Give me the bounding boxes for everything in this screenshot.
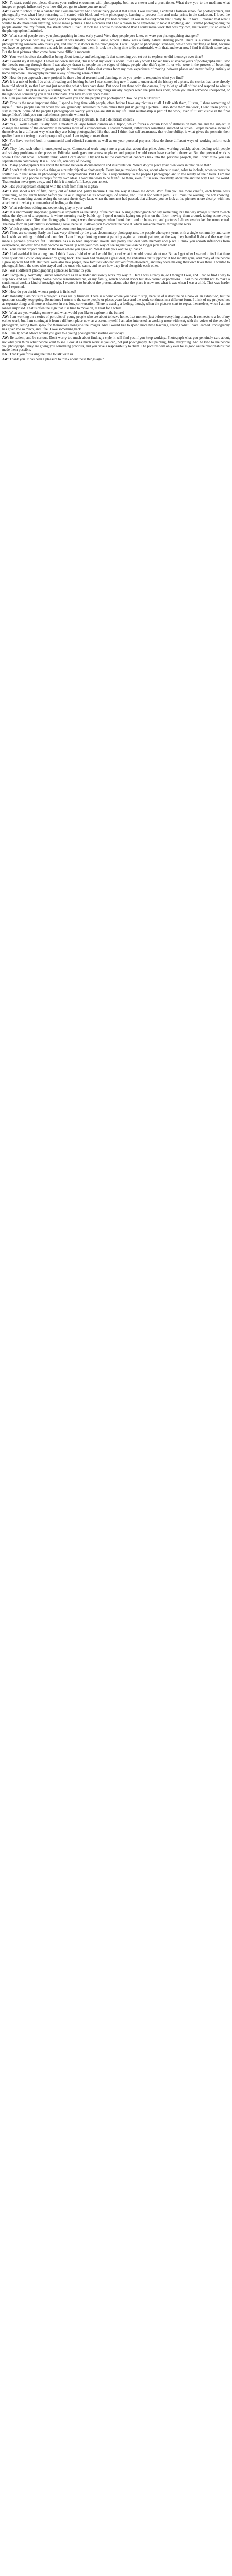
speaker-label: KN:	[2, 76, 9, 80]
paragraph-text: There is a strong sense of stillness in many of your portraits. Is that a deliberate choice?	[9, 118, 134, 122]
paragraph-text: Completely. Normally I arrive somewhere as an outsider and slowly work my way in. Here I was already in, or I thought I was, and I had to find a way to step back and see it freshly. Some people remembered me, or my family, which opened doors but also carried expectations. I had to be careful not to make a sentimental work, a kind of nostalgia trip. I wanted it to be about the present, about what the place is now, not what it was when I was a child. That was harder than I expected.	[2, 273, 230, 289]
speaker-label: KN:	[2, 55, 9, 59]
speaker-label: KN:	[2, 139, 9, 143]
interview-paragraph	[2, 55, 230, 59]
paragraph-text: Your recent project returns to the town where you grew up. What made you want to go back?	[9, 248, 142, 252]
interview-paragraph	[2, 164, 230, 168]
speaker-label: AW:	[2, 59, 9, 63]
paragraph-text: Thank you for taking the time to talk with us.	[9, 353, 74, 357]
interview-paragraph	[2, 190, 230, 206]
paragraph-text: Honestly, I am not sure a project is ever really finished. There is a point where you have to stop, because of a deadline or a book or an exhibition, but the questions usually keep going. Sometimes I return to the same people or places years later and the work continues in a different form. I think of my projects less as separate things and more as chapters in one long conversation. There is usually a feeling, though, when the pictures start to repeat themselves, when I am no longer surprised. That is often the sign that it is time to move on, at least for a while.	[2, 294, 230, 310]
paragraph-text: Yes, I work slowly, usually with a medium or large format camera on a tripod, which forces a certain kind of stillness on both me and the subject. It changes the nature of the encounter. It becomes more of a collaboration, a shared moment, rather than something snatched or stolen. People become aware of themselves in a different way when they are being photographed like that, and I think that self-awareness, that vulnerability, is what gives the portraits their quality. I am not trying to catch people off guard. I am trying to meet them.	[2, 122, 230, 138]
paragraph-text: What are you working on now, and what would you like to explore in the future?	[9, 311, 125, 315]
speaker-label: AW:	[2, 38, 9, 42]
paragraph-text: I would say it emerged. I never sat down and said, this is what my work is about. It was only when I looked back at several years of photographs that I saw the threads running through them. I was always drawn to people on the edges of things, people who didn't quite fit, or who were in the process of becoming something else. Teenagers, migrants, people in transition. I think that comes from my own experience of moving between places and never feeling entirely at home anywhere. Photography became a way of making sense of that.	[2, 59, 230, 75]
interview-paragraph	[2, 139, 230, 147]
speaker-label: KN:	[2, 206, 9, 210]
interview-paragraph	[2, 206, 230, 210]
paragraph-text: I don't think there is such a thing as a purely objective photograph. Every image involves choices, about where to stand, what to include, when to press the shutter. So in that sense all photographs are interpretations. But I do feel a responsibility to the people I photograph and to the reality of their lives. I am not interested in using people as props for my own ideas. I want the work to be faithful to them, even if it is also, inevitably, about me and the way I see the world. That tension never goes away, and I think it shouldn't. It keeps you honest.	[2, 168, 230, 184]
paragraph-text: It is a mix of both. I do a lot of reading and looking before I start something new. I want to understand the history of a place, the stories that have already been told about it, so that I am not just repeating what others have done. But once I am there with the camera, I try to let go of all of that and respond to what is in front of me. The plan is only a starting point. The most interesting things usually happen when the plan falls apart, when you meet someone unexpected, or the light does something you didn't anticipate. You have to stay open to that.	[2, 80, 230, 96]
speaker-label: KN:	[2, 164, 9, 168]
interview-paragraph	[2, 97, 230, 101]
interview-paragraph	[2, 80, 230, 96]
paragraph-text: I am working on a series of portraits of young people who are about to leave home, that moment just before everything changes. It connects to a lot of my earlier work, but I am coming at it from a different place now, as a parent myself. I am also interested in working more with text, with the voices of the people I photograph, letting them speak for themselves alongside the images. And I would like to spend more time teaching, sharing what I have learned. Photography has given me so much, and I feel I owe something back.	[2, 315, 230, 331]
paragraph-text: Time is the most important thing. I spend a long time with people, often before I take any pictures at all. I talk with them, I listen, I share something of myself. I think people can tell when you are genuinely interested in them rather than just in getting a picture. I also show them the work, I send them prints, I stay in touch. Some of the people I photographed twenty years ago are still in my life. That relationship is part of the work, even if it isn't visible in the final image. I don't think you can make honest portraits without it.	[2, 101, 230, 117]
speaker-label: KN:	[2, 34, 9, 38]
paragraph-text: You have worked both in commercial and editorial contexts as well as on your personal projects. How do those different ways of working inform each other?	[2, 139, 230, 147]
interview-paragraph	[2, 290, 230, 294]
speaker-label: KN:	[2, 311, 9, 315]
interview-paragraph	[2, 358, 230, 362]
interview-paragraph	[2, 248, 230, 252]
paragraph-text: Has your approach changed with the shift from film to digital?	[9, 185, 98, 189]
paragraph-text: I went to school to be a painter, but I was mediocre! And I wasn't very good at that either. I was studying, I entered a fashion school for photographers, and photography was what I kept returning to. I started with black and white photography, learning to process film and make prints in the darkroom. I loved the physical, chemical process, the waiting and the surprise of seeing what you had captured. It was in the darkroom that I really fell in love. I realised that what I wanted to do, more than anything, was to make pictures. I had a camera and I had a reason to be anywhere, to look at anything, and I started photographing the people around me, my friends, the streets where I lived. It took me a while to understand that I could make work that was my own, that wasn't just an echo of the photographers I admired.	[2, 9, 230, 33]
interview-paragraph	[2, 147, 230, 163]
speaker-label: KN:	[2, 97, 9, 101]
interview-paragraph	[2, 269, 230, 273]
speaker-label: KN:	[2, 332, 9, 336]
paragraph-text: Many photographers talk about the tension between documentation and interpretation. Where do you place your own work in relation to that?	[9, 164, 211, 168]
interview-paragraph	[2, 185, 230, 189]
speaker-label: KN:	[2, 353, 9, 357]
paragraph-text: I had avoided it for a long time. I think I was afraid of what I would find, or of what it would reveal about me. But as I got older I started to feel that there were questions I could only answer by going back. The town had changed a great deal, the industries that supported it had mostly gone, and many of the people I grew up with had left. But there were also new people, new families who had arrived from elsewhere, and they were making their own lives there. I wanted to photograph both, the ones who stayed and the ones who came, and to see how they lived alongside each other.	[2, 252, 230, 268]
interview-paragraph	[2, 252, 230, 268]
speaker-label: KN:	[2, 1, 9, 5]
interview-paragraph	[2, 123, 230, 139]
speaker-label: AW:	[2, 101, 9, 105]
interview-paragraph	[2, 168, 230, 184]
paragraph-text: I still shoot a lot of film, partly out of habit and partly because I like the way it slows me down. With film you are more careful, each frame costs something, so you think harder before you take it. Digital has its advantages, of course, and I use it for certain jobs. But I miss the waiting, the not knowing. There was something about seeing the contact sheets days later, when the moment had passed, that allowed you to look at the pictures more clearly, with less attachment to what you remembered feeling at the time.	[2, 189, 230, 205]
interview-paragraph	[2, 39, 230, 55]
speaker-label: KN:	[2, 118, 9, 122]
interview-paragraph	[2, 211, 230, 227]
paragraph-text: What role does editing and sequencing play in your work?	[9, 206, 93, 210]
speaker-label: AW:	[2, 122, 9, 126]
speaker-label: AW:	[2, 9, 9, 13]
speaker-label: AW:	[2, 231, 9, 235]
paragraph-text: There are so many. Early on I was very affected by the great documentary photographers, the people who spent years with a single community and came back with something truthful and complex. Later I began looking more at painting again, at portrait painters, at the way they handled light and the way they made a person's presence felt. Literature has also been important, novels and poetry that deal with memory and place. I think you absorb influences from everywhere, and over time they become so mixed up with your own way of seeing that you can no longer pick them apart.	[2, 231, 230, 247]
paragraph-text: What sort of people were you photographing in those early years? Were they people you knew, or were you photographing strangers?	[9, 34, 199, 38]
interview-paragraph	[2, 34, 230, 38]
paragraph-text: Finally, what advice would you give to a young photographer starting out today?	[9, 332, 124, 336]
speaker-label: KN:	[2, 290, 9, 294]
interview-article	[0, 0, 232, 362]
speaker-label: AW:	[2, 80, 9, 84]
interview-paragraph	[2, 231, 230, 247]
paragraph-text: It is enormously important, perhaps as important as the taking of the pictures. A single photograph can say something, but the way images sit next to each other, the rhythm of a sequence, is where meaning really builds up. I spend months laying out prints on the floor, moving them around, taking some away, bringing others back. Often the photographs I thought were the strongest when I took them end up being cut, and pictures I almost overlooked become central. The book form in particular is something I love, because it allows you to control the pace at which someone moves through the work.	[2, 210, 230, 226]
speaker-label: AW:	[2, 294, 9, 298]
paragraph-text: To start, could you please discuss your earliest encounters with photography, both as a viewer and a practitioner. What drew you to the medium; what images or people influenced you; how did you get to where you are now?	[2, 1, 230, 9]
interview-paragraph	[2, 101, 230, 117]
paragraph-text: Was it different photographing a place so familiar to you?	[9, 269, 92, 273]
interview-paragraph	[2, 118, 230, 122]
paragraph-text: They feed each other in unexpected ways. Commercial work taught me a great deal about discipline, about working quickly, about dealing with people and solving problems under pressure. Editorial work gave me access to places and people I would never have reached otherwise. But the personal work is where I find out what I actually think, what I care about. I try not to let the commercial concerns leak into the personal projects, but I don't think you can separate them completely. It is all one life, one way of looking.	[2, 147, 230, 163]
speaker-label: AW:	[2, 336, 9, 340]
paragraph-text: How do you approach a new project? Is there a lot of research and planning, or do you prefer to respond to what you find?	[9, 76, 184, 80]
paragraph-text: Your work is often described as being about identity and belonging. Is that something you set out to explore, or did it emerge over time?	[9, 55, 203, 59]
interview-paragraph	[2, 315, 230, 331]
speaker-label: AW:	[2, 357, 9, 361]
interview-paragraph	[2, 295, 230, 311]
interview-paragraph	[2, 10, 230, 34]
speaker-label: KN:	[2, 269, 9, 273]
paragraph-text: Thank you. It has been a pleasure to think about these things again.	[9, 357, 105, 361]
interview-paragraph	[2, 227, 230, 231]
speaker-label: AW:	[2, 273, 9, 277]
paragraph-text: How do you decide when a project is finished?	[9, 290, 76, 294]
paragraph-text: In the process with my early work it was mostly people I knew, which I think was a fairly natural starting point. There is a certain intimacy in photographing someone who trusts you, and that trust shows in the photographs. Later I began to photograph strangers, which was terrifying at first, because you have to approach someone and ask for something from them. It took me a long time to be comfortable with that, and even now I find it difficult some days. But the best pictures often come from those difficult moments.	[2, 38, 230, 54]
paragraph-text: Which photographers or artists have been most important to you?	[9, 227, 103, 231]
paragraph-text: Be patient, and be curious. Don't worry too much about finding a style, it will find you if you keep working. Photograph what you genuinely care about, not what you think other people want to see. Look at as much work as you can, not just photography, but painting, film, everything. And be kind to the people you photograph. They are giving you something precious, and you have a responsibility to them. The pictures will only ever be as good as the relationships that made them possible.	[2, 336, 230, 352]
interview-paragraph	[2, 353, 230, 357]
speaker-label: AW:	[2, 315, 9, 319]
interview-paragraph	[2, 311, 230, 315]
speaker-label: AW:	[2, 147, 9, 151]
paragraph-text: Can you talk about the relationship between you and the people you photograph? How do you build trust?	[9, 97, 160, 101]
speaker-label: AW:	[2, 252, 9, 256]
interview-paragraph	[2, 1, 230, 9]
speaker-label: KN:	[2, 227, 9, 231]
interview-paragraph	[2, 76, 230, 80]
interview-paragraph	[2, 274, 230, 290]
speaker-label: KN:	[2, 185, 9, 189]
speaker-label: AW:	[2, 210, 9, 214]
speaker-label: AW:	[2, 189, 9, 193]
interview-paragraph	[2, 336, 230, 352]
interview-paragraph	[2, 60, 230, 76]
speaker-label: AW:	[2, 168, 9, 172]
interview-paragraph	[2, 332, 230, 336]
speaker-label: KN:	[2, 248, 9, 252]
